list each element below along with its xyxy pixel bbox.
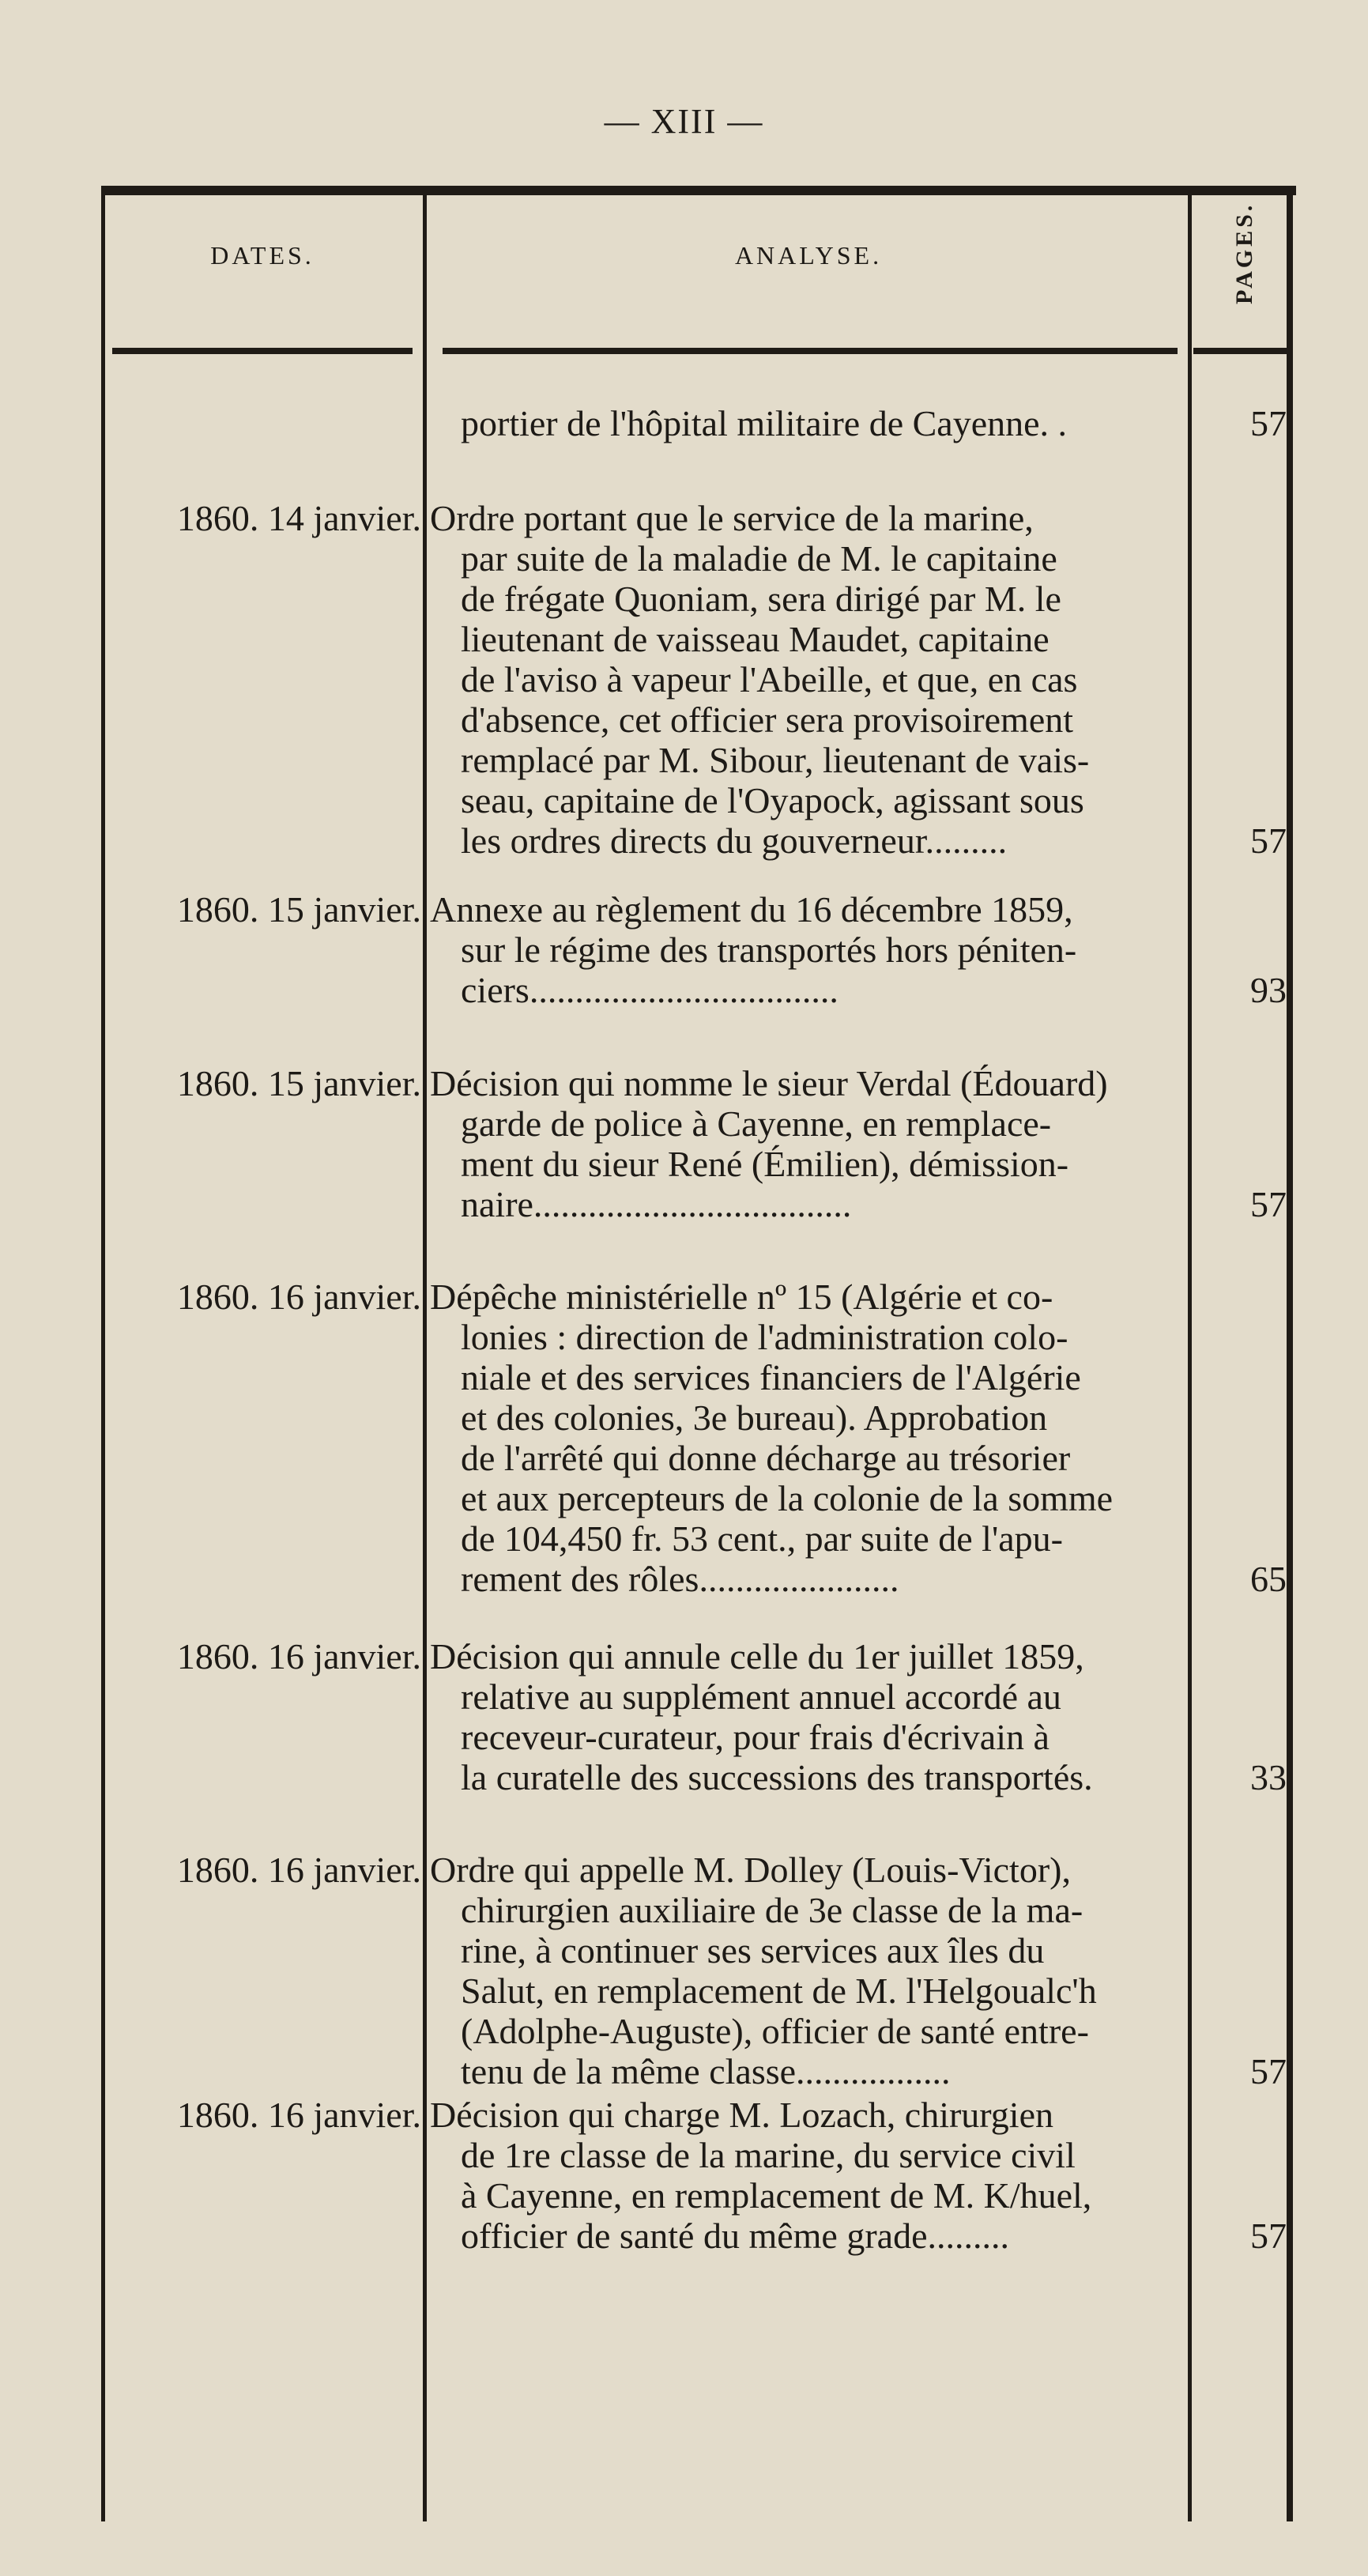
analysis-line: (Adolphe-Auguste), officier de santé entre- <box>461 2011 1089 2051</box>
entry-page-number: 57 <box>1250 403 1287 443</box>
analysis-line: tenu de la même classe................. <box>461 2051 951 2091</box>
analysis-line: officier de santé du même grade......... <box>461 2216 1009 2256</box>
entry-analysis <box>430 2095 1181 2256</box>
analysis-line: lonies : direction de l'administration colo- <box>461 1317 1068 1357</box>
entry-date: 1860. 16 janvier. <box>176 2095 421 2135</box>
column-header-dates: DATES. <box>210 241 315 270</box>
page-header: — XIII — <box>604 102 764 141</box>
analysis-line: naire................................... <box>461 1184 852 1224</box>
analysis-line: Salut, en remplacement de M. l'Helgoualc'h <box>461 1971 1097 2011</box>
analysis-line: seau, capitaine de l'Oyapock, agissant sous <box>461 780 1084 820</box>
analysis-line: Ordre qui appelle M. Dolley (Louis-Victor), <box>430 1850 1071 1890</box>
table-frame <box>101 186 1296 2521</box>
analysis-line: par suite de la maladie de M. le capitaine <box>461 538 1057 579</box>
analysis-line: les ordres directs du gouverneur......... <box>461 820 1008 861</box>
header-rule-pages <box>1193 348 1287 354</box>
pages-column-rule <box>1188 186 1192 2521</box>
entry-page-number: 33 <box>1250 1757 1287 1797</box>
analysis-line: receveur-curateur, pour frais d'écrivain à <box>461 1717 1050 1757</box>
analysis-line: niale et des services financiers de l'Algérie <box>461 1357 1081 1397</box>
analysis-line: Dépêche ministérielle nº 15 (Algérie et co- <box>430 1277 1053 1317</box>
entry-date: 1860. 14 janvier. <box>176 498 421 538</box>
header-rule-dates <box>112 348 413 354</box>
analysis-line: de 104,450 fr. 53 cent., par suite de l'apu- <box>461 1518 1063 1559</box>
entry-page-number: 93 <box>1250 970 1287 1010</box>
analysis-line: Décision qui nomme le sieur Verdal (Édouard) <box>430 1063 1108 1103</box>
analysis-line: de frégate Quoniam, sera dirigé par M. le <box>461 579 1061 619</box>
entry-analysis <box>430 1636 1181 1797</box>
analysis-line: et des colonies, 3e bureau). Approbation <box>461 1397 1048 1438</box>
analysis-line: Décision qui annule celle du 1er juillet 1859, <box>430 1636 1084 1676</box>
analysis-line: et aux percepteurs de la colonie de la somme <box>461 1478 1114 1518</box>
analysis-line: Décision qui charge M. Lozach, chirurgien <box>430 2095 1053 2135</box>
entry-date: 1860. 16 janvier. <box>176 1850 421 1890</box>
entry-date: 1860. 16 janvier. <box>176 1277 421 1317</box>
entry-page-number: 57 <box>1250 2051 1287 2091</box>
left-border <box>101 186 105 2521</box>
entry-date: 1860. 16 janvier. <box>176 1636 421 1676</box>
analysis-line: ment du sieur René (Émilien), démission- <box>461 1144 1069 1184</box>
analysis-line: de 1re classe de la marine, du service civil <box>461 2135 1076 2175</box>
entry-analysis <box>430 1063 1181 1224</box>
analysis-line: lieutenant de vaisseau Maudet, capitaine <box>461 619 1050 659</box>
analysis-line: de l'aviso à vapeur l'Abeille, et que, en cas <box>461 659 1078 700</box>
right-border <box>1287 186 1293 2521</box>
analysis-line: chirurgien auxiliaire de 3e classe de la ma- <box>461 1890 1083 1930</box>
analysis-line: remplacé par M. Sibour, lieutenant de vais- <box>461 740 1090 780</box>
analysis-line: rine, à continuer ses services aux îles du <box>461 1930 1045 1971</box>
dates-column-rule <box>423 186 427 2521</box>
entry-analysis <box>430 1850 1181 2091</box>
analysis-line: la curatelle des successions des transportés. <box>461 1757 1093 1797</box>
analysis-line: sur le régime des transportés hors péniten- <box>461 930 1077 970</box>
analysis-line: relative au supplément annuel accordé au <box>461 1676 1061 1717</box>
entry-date: 1860. 15 janvier. <box>176 1063 421 1103</box>
analysis-line: garde de police à Cayenne, en remplace- <box>461 1103 1052 1144</box>
analysis-line: portier de l'hôpital militaire de Cayenne. . <box>461 403 1068 443</box>
analysis-line: d'absence, cet officier sera provisoirement <box>461 700 1074 740</box>
entry-page-number: 65 <box>1250 1559 1287 1599</box>
entry-analysis <box>430 498 1181 861</box>
header-rule-analyse <box>443 348 1178 354</box>
analysis-line: Ordre portant que le service de la marine, <box>430 498 1034 538</box>
top-rule <box>101 186 1296 195</box>
entry-page-number: 57 <box>1250 1184 1287 1224</box>
entry-page-number: 57 <box>1250 2216 1287 2256</box>
entry-analysis <box>430 889 1181 1010</box>
column-header-analyse: ANALYSE. <box>734 241 883 270</box>
entry-analysis <box>430 403 1181 443</box>
entry-page-number: 57 <box>1250 820 1287 861</box>
column-header-pages: PAGES. <box>1231 202 1257 304</box>
entry-date: 1860. 15 janvier. <box>176 889 421 930</box>
analysis-line: rement des rôles...................... <box>461 1559 899 1599</box>
analysis-line: ciers.................................. <box>461 970 839 1010</box>
entry-analysis <box>430 1277 1181 1599</box>
analysis-line: de l'arrêté qui donne décharge au trésorier <box>461 1438 1071 1478</box>
analysis-line: à Cayenne, en remplacement de M. K/huel, <box>461 2175 1092 2216</box>
analysis-line: Annexe au règlement du 16 décembre 1859, <box>430 889 1073 930</box>
